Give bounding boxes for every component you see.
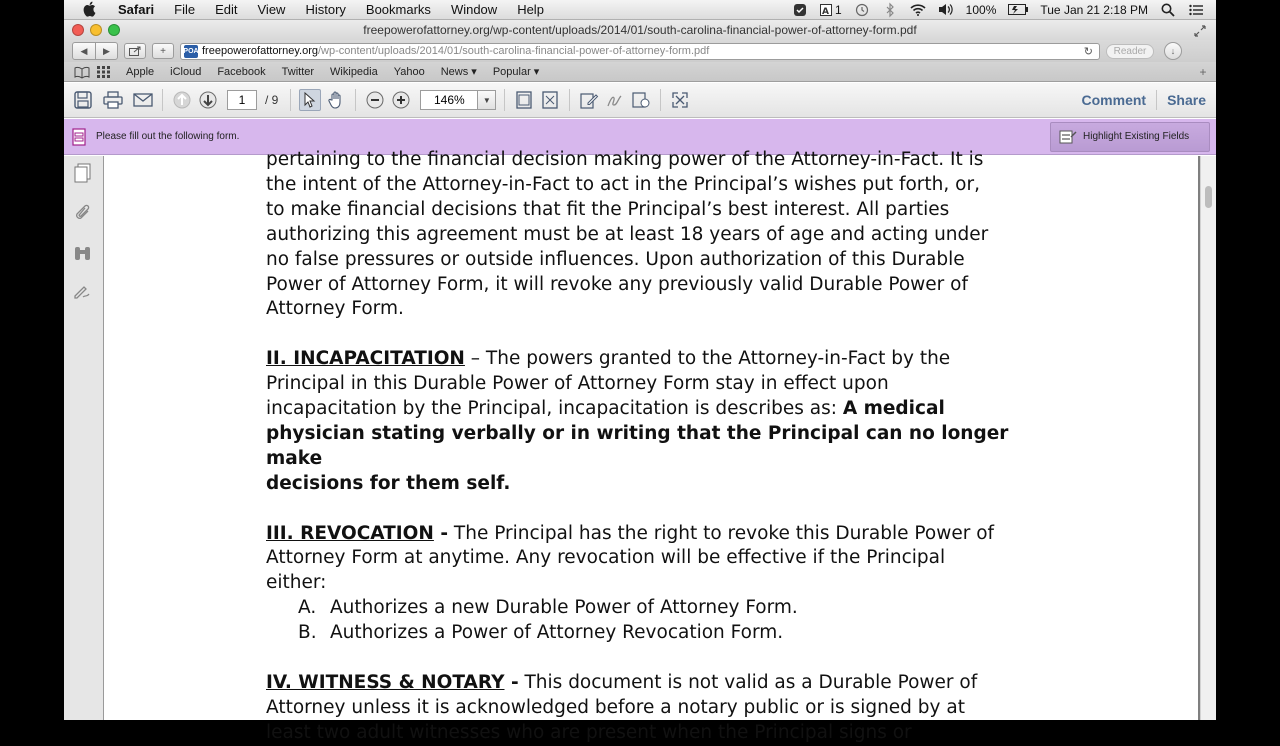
email-icon[interactable]	[132, 89, 154, 111]
bookmark-news-folder[interactable]: News ▾	[440, 66, 477, 78]
section4-line	[266, 671, 1046, 696]
paragraph-gap	[266, 646, 1046, 671]
zoom-window-button[interactable]	[108, 24, 120, 36]
back-icon[interactable]: ◀	[80, 45, 88, 56]
section2-text: – The powers granted to the Attorney-in-Fact by the	[464, 348, 951, 370]
section4-line: least two adult witnesses who are present when the Principal signs or	[266, 721, 912, 743]
svg-text:A: A	[821, 6, 829, 17]
window-controls	[72, 24, 120, 36]
menu-app-name[interactable]: Safari	[118, 2, 155, 17]
zoom-level-input[interactable]: 146%	[420, 90, 478, 110]
document-text	[266, 148, 1046, 746]
fullscreen-icon[interactable]	[1194, 23, 1206, 35]
form-message: Please fill out the following form.	[96, 131, 240, 142]
window-title: freepowerofattorney.org/wp-content/uploads/2014/01/south-carolina-financial-power-of-attorney-form.pdf	[363, 23, 917, 37]
menu-edit[interactable]: Edit	[215, 2, 238, 17]
vertical-scrollbar[interactable]	[1200, 156, 1216, 720]
notification-center-icon[interactable]	[1188, 3, 1204, 17]
bluetooth-icon[interactable]	[882, 3, 898, 17]
section3-heading: III. REVOCATION	[266, 522, 434, 544]
section2-line	[266, 347, 1046, 372]
bookmark-icloud[interactable]: iCloud	[170, 65, 202, 78]
list-letter: B.	[298, 622, 317, 644]
section2-line	[266, 397, 1046, 422]
section2-heading: II. INCAPACITATION	[266, 348, 465, 370]
share-page-icon[interactable]	[124, 43, 146, 59]
section4-line: Attorney unless it is acknowledged before a notary public or is signed by at	[266, 696, 965, 718]
menubar-status-area	[792, 3, 1216, 17]
bookmark-yahoo[interactable]: Yahoo	[393, 65, 425, 78]
close-window-button[interactable]	[72, 24, 84, 36]
menu-window[interactable]: Window	[450, 2, 498, 17]
zoom-in-icon[interactable]	[390, 89, 412, 111]
wifi-icon[interactable]	[910, 3, 926, 17]
bookmark-wikipedia[interactable]: Wikipedia	[330, 65, 378, 78]
toolbar-separator	[504, 89, 505, 111]
search-binoculars-icon[interactable]	[72, 242, 94, 264]
volume-icon[interactable]	[938, 3, 954, 17]
url-field[interactable]	[180, 43, 1100, 60]
battery-percent: 100%	[965, 2, 997, 17]
intro-line: Power of Attorney Form, it will revoke any previously valid Durable Power of	[266, 273, 968, 295]
section2-line: physician stating verbally or in writing that the Principal can no longer make	[266, 422, 1009, 469]
window-titlebar	[64, 20, 1216, 40]
intro-line: the intent of the Attorney-in-Fact to act in the Principal’s wishes put forth, or,	[266, 173, 980, 195]
signatures-panel-icon[interactable]	[72, 280, 94, 302]
highlight-fields-icon	[1059, 129, 1077, 145]
save-icon[interactable]	[72, 89, 94, 111]
list-text: Authorizes a new Durable Power of Attorney Form.	[330, 597, 798, 619]
bookmark-popular-folder[interactable]: Popular ▾	[492, 66, 540, 78]
document-viewport[interactable]	[105, 149, 1200, 743]
intro-line: Attorney Form.	[266, 298, 404, 320]
list-item	[266, 621, 1046, 646]
bookmark-facebook[interactable]: Facebook	[217, 65, 266, 78]
attachments-icon[interactable]	[72, 202, 94, 224]
share-button[interactable]: Share	[1167, 92, 1206, 108]
section2-bold-text: A medical	[842, 398, 945, 420]
minimize-window-button[interactable]	[90, 24, 102, 36]
url-host: freepowerofattorney.org	[202, 45, 318, 57]
site-favicon-icon: POA	[184, 45, 198, 58]
bookmark-apple[interactable]: Apple	[126, 65, 155, 78]
page-number-input[interactable]: 1	[227, 90, 257, 110]
toolbar-separator	[290, 89, 291, 111]
section2-line: Principal in this Durable Power of Attorney Form stay in effect upon	[266, 373, 889, 395]
zoom-out-icon[interactable]	[364, 89, 386, 111]
menu-help[interactable]: Help	[517, 2, 544, 17]
battery-icon[interactable]	[1008, 3, 1028, 17]
intro-line: authorizing this agreement must be at least 18 years of age and acting under	[266, 223, 989, 245]
clock[interactable]: Tue Jan 21 2:18 PM	[1040, 2, 1148, 17]
menu-bookmarks[interactable]: Bookmarks	[365, 2, 431, 17]
time-machine-icon[interactable]	[854, 3, 870, 17]
print-icon[interactable]	[102, 89, 124, 111]
list-letter: A.	[298, 597, 317, 619]
toolbar-separator	[569, 89, 570, 111]
intro-line: no false pressures or outside influences. Upon authorization of this Durable	[266, 248, 965, 270]
select-tool-icon[interactable]	[299, 89, 321, 111]
hand-tool-icon[interactable]	[325, 89, 347, 111]
nav-buttons	[72, 42, 118, 60]
read-mode-icon[interactable]	[669, 89, 691, 111]
reading-list-icon[interactable]	[74, 65, 90, 79]
add-bookmark-icon[interactable]: +	[1199, 64, 1207, 79]
section3-line	[266, 522, 1046, 547]
evernote-icon[interactable]	[792, 3, 808, 17]
top-sites-icon[interactable]	[96, 65, 112, 79]
section3-dash: -	[433, 522, 449, 544]
left-navigation-panel	[64, 156, 104, 720]
menubar	[64, 0, 1216, 20]
sign-edit-icon[interactable]	[578, 89, 600, 111]
new-tab-icon[interactable]: +	[152, 43, 174, 59]
section4-dash: -	[504, 671, 519, 693]
toolbar-separator	[355, 89, 356, 111]
fit-width-icon[interactable]	[513, 89, 535, 111]
pdf-toolbar	[64, 83, 1216, 118]
screen	[64, 0, 1216, 743]
section3-line: either:	[266, 572, 327, 594]
paragraph-gap	[266, 497, 1046, 522]
page-total: / 9	[265, 93, 279, 107]
toolbar-separator	[162, 89, 163, 111]
section4-text: This document is not valid as a Durable Power of	[518, 671, 978, 693]
toolbar-separator	[660, 89, 661, 111]
menu-history[interactable]: History	[305, 2, 346, 17]
highlight-fields-button[interactable]	[1050, 122, 1210, 152]
intro-line: pertaining to the financial decision making power of the Attorney-in-Fact. It is	[266, 149, 984, 170]
menu-file[interactable]: File	[174, 2, 196, 17]
bookmarks-bar	[64, 62, 1216, 82]
form-document-icon	[72, 128, 88, 146]
pdf-page	[105, 149, 1198, 743]
pdf-toolbar-right	[1072, 90, 1216, 110]
spotlight-icon[interactable]	[1160, 3, 1176, 17]
section3-text: The Principal has the right to revoke this Durable Power of	[448, 522, 995, 544]
highlight-fields-label: Highlight Existing Fields	[1083, 131, 1190, 142]
section4-heading: IV. WITNESS & NOTARY	[266, 671, 505, 693]
previous-page-icon[interactable]	[171, 89, 193, 111]
reload-icon[interactable]: ↻	[1083, 45, 1093, 58]
stamp-icon[interactable]	[630, 89, 652, 111]
forward-icon[interactable]: ▶	[95, 43, 117, 59]
zoom-dropdown-icon[interactable]: ▼	[478, 90, 496, 110]
section3-line: Attorney Form at anytime. Any revocation will be effective if the Principal	[266, 547, 946, 569]
page-thumbnails-icon[interactable]	[72, 162, 94, 184]
next-page-icon[interactable]	[197, 89, 219, 111]
adobe-status-icon[interactable]	[820, 3, 842, 17]
bookmark-twitter[interactable]: Twitter	[281, 65, 315, 78]
comment-button[interactable]: Comment	[1081, 92, 1147, 108]
paragraph-gap	[266, 322, 1046, 347]
signature-icon[interactable]	[604, 89, 626, 111]
list-text: Authorizes a Power of Attorney Revocation Form.	[330, 622, 784, 644]
section2-text: incapacitation by the Principal, incapacitation is describes as:	[266, 398, 843, 420]
intro-line: to make financial decisions that fit the Principal’s best interest. All parties	[266, 198, 950, 220]
scrollbar-thumb[interactable]	[1205, 186, 1212, 208]
section2-line: decisions for them self.	[266, 472, 511, 494]
downloads-icon[interactable]: ↓	[1164, 42, 1182, 60]
reader-button[interactable]: Reader	[1106, 44, 1154, 59]
status-count: 1	[834, 2, 842, 17]
url-path: /wp-content/uploads/2014/01/south-carolina-financial-power-of-attorney-form.pdf	[317, 45, 710, 57]
list-item	[266, 596, 1046, 621]
menu-view[interactable]: View	[257, 2, 286, 17]
address-toolbar	[64, 40, 1216, 62]
apple-icon[interactable]	[82, 2, 98, 18]
fit-page-icon[interactable]	[539, 89, 561, 111]
